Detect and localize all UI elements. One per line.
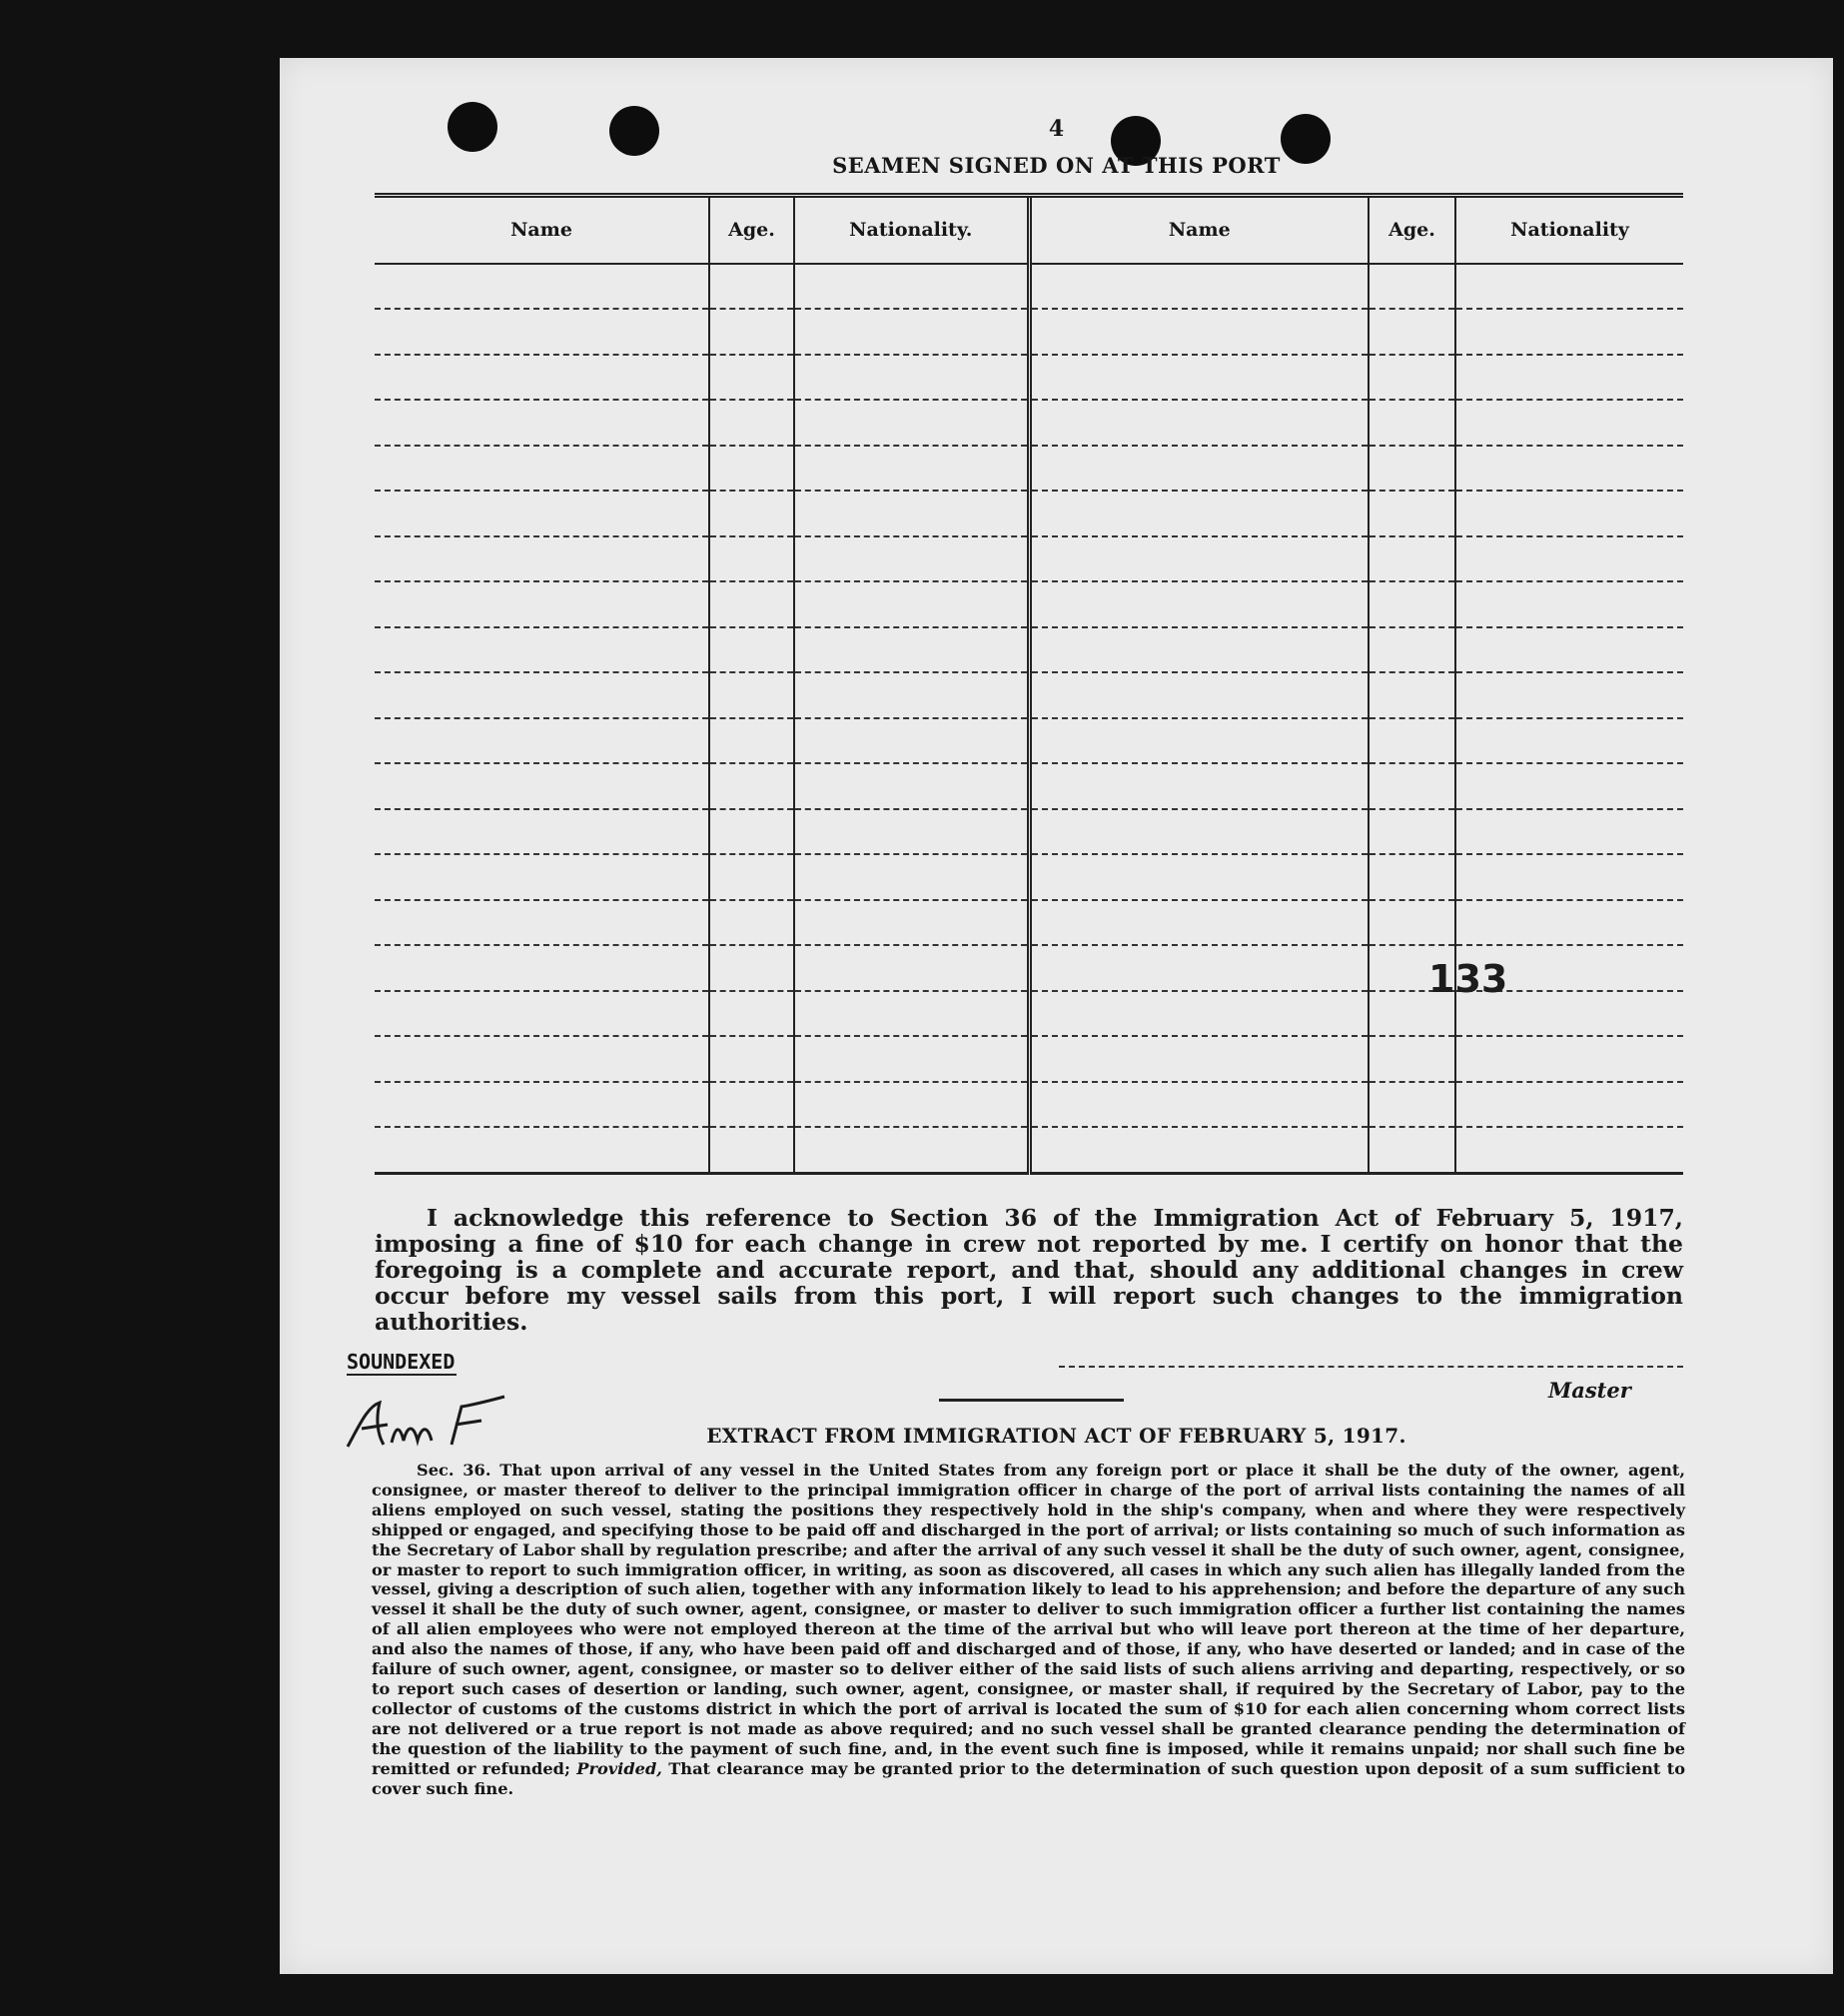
cell-name-2 — [1029, 945, 1369, 991]
cell-nationality-2 — [1455, 763, 1683, 809]
table-row — [375, 264, 1683, 310]
cell-age-2 — [1369, 446, 1455, 492]
table-row — [375, 491, 1683, 536]
table-row — [375, 1127, 1683, 1173]
extract-text: That upon arrival of any vessel in the United States from any foreign port or place it shall be the duty of the owner, agent, consignee, or master thereof to deliver to the principal immigration officer in charge of the port of arrival lists containing the names of all aliens employed on such vessel, stating the positions they respectively hold in the ship's company, when and where they were respectively shipped or engaged, and specifying those to be paid off and discharged in the port of arrival; or lists containing so much of such information as the Secretary of Labor shall by regulation prescribe; and after the arrival of any such vessel it shall be the duty of such owner, agent, consignee, or master to report to such immigration officer, in writing, as soon as discovered, all cases in which any such alien has illegally landed from the vessel, giving a description of such alien, together with any information likely to lead to his apprehension; and before the departure of any such vessel it shall be the duty of such owner, agent, consignee, or master to deliver to such immigration officer a further list containing the names of all alien employees who were not employed thereon at the time of the arrival but who will leave port thereon at the time of her departure, and also the names of those, if any, who have been paid off and discharged and of those, if any, who have deserted or landed; and in case of the failure of such owner, agent, consignee, or master so to deliver either of the said lists of such aliens arriving and departing, respectively, or so to report such cases of desertion or landing, such owner, agent, consignee, or master shall, if required by the Secretary of Labor, pay to the collector of customs of the customs district in which the port of arrival is located the sum of $10 for each alien concerning whom correct lists are not delivered or a true report is not made as above required; and no such vessel shall be granted clearance pending the determination of the question of the liability to the payment of such fine, and, in the event such fine is imposed, while it remains unpaid; nor shall such fine be remitted or refunded; — [372, 1461, 1685, 1778]
column-header-name: Name — [375, 196, 709, 264]
cell-nationality — [794, 1082, 1029, 1128]
cell-name — [375, 672, 709, 718]
column-header-age-2: Age. — [1369, 196, 1455, 264]
cell-nationality-2 — [1455, 672, 1683, 718]
cell-age-2 — [1369, 400, 1455, 446]
table-row — [375, 718, 1683, 764]
cell-age-2 — [1369, 264, 1455, 310]
column-header-age: Age. — [709, 196, 794, 264]
cell-nationality — [794, 309, 1029, 355]
cell-nationality — [794, 627, 1029, 673]
cell-name-2 — [1029, 627, 1369, 673]
column-header-name-2: Name — [1029, 196, 1369, 264]
cell-age — [709, 945, 794, 991]
cell-age-2 — [1369, 900, 1455, 946]
cell-name-2 — [1029, 264, 1369, 310]
cell-nationality-2 — [1455, 400, 1683, 446]
table-row — [375, 1082, 1683, 1128]
cell-name-2 — [1029, 400, 1369, 446]
cell-age — [709, 355, 794, 401]
cell-name-2 — [1029, 1036, 1369, 1082]
cell-name-2 — [1029, 900, 1369, 946]
cell-name — [375, 763, 709, 809]
cell-nationality-2 — [1455, 854, 1683, 900]
cell-age — [709, 1036, 794, 1082]
cell-name-2 — [1029, 581, 1369, 627]
extract-text-end: That clearance may be granted prior to the determination of such question upon deposit of a sum sufficient to cover such fine. — [372, 1758, 1685, 1798]
cell-name-2 — [1029, 991, 1369, 1037]
section-label: Sec. 36. — [417, 1461, 491, 1480]
cell-name — [375, 400, 709, 446]
cell-age — [709, 536, 794, 582]
form-page — [280, 58, 1833, 1974]
stamped-number: 133 — [1428, 957, 1508, 1001]
table-row — [375, 400, 1683, 446]
cell-name — [375, 627, 709, 673]
extract-body — [372, 1461, 1685, 1798]
table-row — [375, 763, 1683, 809]
cell-age-2 — [1369, 1036, 1455, 1082]
form-title: SEAMEN SIGNED ON AT THIS PORT — [832, 153, 1281, 178]
cell-name-2 — [1029, 854, 1369, 900]
cell-age-2 — [1369, 809, 1455, 855]
cell-age — [709, 854, 794, 900]
cell-name-2 — [1029, 763, 1369, 809]
cell-name — [375, 581, 709, 627]
cell-age-2 — [1369, 536, 1455, 582]
cell-name — [375, 991, 709, 1037]
cell-age-2 — [1369, 1082, 1455, 1128]
cell-nationality — [794, 854, 1029, 900]
cell-nationality — [794, 581, 1029, 627]
proviso-word: Provided, — [576, 1758, 662, 1778]
cell-age — [709, 1127, 794, 1173]
cell-nationality — [794, 491, 1029, 536]
cell-nationality-2 — [1455, 900, 1683, 946]
extract-title: EXTRACT FROM IMMIGRATION ACT OF FEBRUARY 5, 1917. — [706, 1424, 1406, 1448]
cell-nationality — [794, 264, 1029, 310]
master-signature-line — [1059, 1366, 1683, 1368]
cell-nationality — [794, 1127, 1029, 1173]
cell-name — [375, 491, 709, 536]
cell-nationality — [794, 400, 1029, 446]
table-row — [375, 854, 1683, 900]
table-body — [375, 264, 1683, 1174]
cell-nationality-2 — [1455, 1082, 1683, 1128]
cell-name — [375, 355, 709, 401]
page-number: 4 — [1048, 116, 1065, 142]
cell-nationality — [794, 991, 1029, 1037]
cell-nationality-2 — [1455, 536, 1683, 582]
cell-age-2 — [1369, 581, 1455, 627]
cell-age — [709, 264, 794, 310]
cell-age-2 — [1369, 491, 1455, 536]
cell-name — [375, 264, 709, 310]
cell-nationality-2 — [1455, 718, 1683, 764]
cell-nationality — [794, 536, 1029, 582]
cell-name-2 — [1029, 1127, 1369, 1173]
cell-nationality-2 — [1455, 1036, 1683, 1082]
cell-age — [709, 763, 794, 809]
table-row — [375, 536, 1683, 582]
table-row — [375, 446, 1683, 492]
cell-age-2 — [1369, 355, 1455, 401]
cell-age — [709, 309, 794, 355]
seamen-table — [375, 193, 1683, 1175]
table-header-row — [375, 196, 1683, 264]
cell-nationality — [794, 355, 1029, 401]
cell-nationality-2 — [1455, 264, 1683, 310]
cell-name — [375, 854, 709, 900]
cell-nationality — [794, 718, 1029, 764]
cell-name-2 — [1029, 309, 1369, 355]
cell-name — [375, 945, 709, 991]
cell-age — [709, 672, 794, 718]
cell-name — [375, 1082, 709, 1128]
table-row — [375, 627, 1683, 673]
cell-name-2 — [1029, 1082, 1369, 1128]
cell-name — [375, 1127, 709, 1173]
cell-name — [375, 309, 709, 355]
cell-name-2 — [1029, 446, 1369, 492]
cell-age-2 — [1369, 309, 1455, 355]
cell-age-2 — [1369, 854, 1455, 900]
cell-nationality-2 — [1455, 309, 1683, 355]
cell-age — [709, 809, 794, 855]
soundexed-stamp: SOUNDEXED — [347, 1350, 456, 1374]
cell-name — [375, 446, 709, 492]
cell-name — [375, 809, 709, 855]
table-row — [375, 809, 1683, 855]
cell-nationality-2 — [1455, 1127, 1683, 1173]
cell-nationality-2 — [1455, 809, 1683, 855]
cell-nationality — [794, 900, 1029, 946]
cell-nationality-2 — [1455, 581, 1683, 627]
cell-name-2 — [1029, 491, 1369, 536]
cell-name-2 — [1029, 355, 1369, 401]
table-row — [375, 581, 1683, 627]
cell-age-2 — [1369, 763, 1455, 809]
cell-age — [709, 991, 794, 1037]
cell-age — [709, 900, 794, 946]
column-header-nationality-2: Nationality — [1455, 196, 1683, 264]
table-row — [375, 355, 1683, 401]
cell-nationality — [794, 763, 1029, 809]
cell-name — [375, 1036, 709, 1082]
cell-nationality — [794, 1036, 1029, 1082]
table-row — [375, 309, 1683, 355]
cell-age-2 — [1369, 672, 1455, 718]
cell-age-2 — [1369, 627, 1455, 673]
cell-nationality-2 — [1455, 355, 1683, 401]
cell-name-2 — [1029, 809, 1369, 855]
cell-nationality — [794, 672, 1029, 718]
table-row — [375, 1036, 1683, 1082]
cell-name-2 — [1029, 672, 1369, 718]
cell-age-2 — [1369, 1127, 1455, 1173]
cell-name-2 — [1029, 718, 1369, 764]
cell-name — [375, 536, 709, 582]
cell-nationality — [794, 809, 1029, 855]
cell-age — [709, 581, 794, 627]
section-divider — [939, 1399, 1124, 1402]
cell-age — [709, 1082, 794, 1128]
table-row — [375, 900, 1683, 946]
cell-name-2 — [1029, 536, 1369, 582]
cell-name — [375, 900, 709, 946]
cell-nationality-2 — [1455, 446, 1683, 492]
cell-age — [709, 491, 794, 536]
cell-nationality — [794, 446, 1029, 492]
cell-age — [709, 718, 794, 764]
cell-age-2 — [1369, 718, 1455, 764]
cell-age — [709, 400, 794, 446]
cell-age — [709, 627, 794, 673]
column-header-nationality: Nationality. — [794, 196, 1029, 264]
cell-nationality-2 — [1455, 491, 1683, 536]
master-label: Master — [1548, 1378, 1631, 1403]
cell-name — [375, 718, 709, 764]
cell-nationality-2 — [1455, 627, 1683, 673]
acknowledgement-text: I acknowledge this reference to Section 36 of the Immigration Act of February 5, 1917, imposing a fine of $10 for each change in crew not reported by me. I certify on honor that the foregoing is a complete and accurate report, and that, should any additional changes in crew occur before my vessel sails from this port, I will report such changes to the immigration authorities. — [375, 1204, 1683, 1336]
cell-age — [709, 446, 794, 492]
cell-nationality — [794, 945, 1029, 991]
table-row — [375, 672, 1683, 718]
